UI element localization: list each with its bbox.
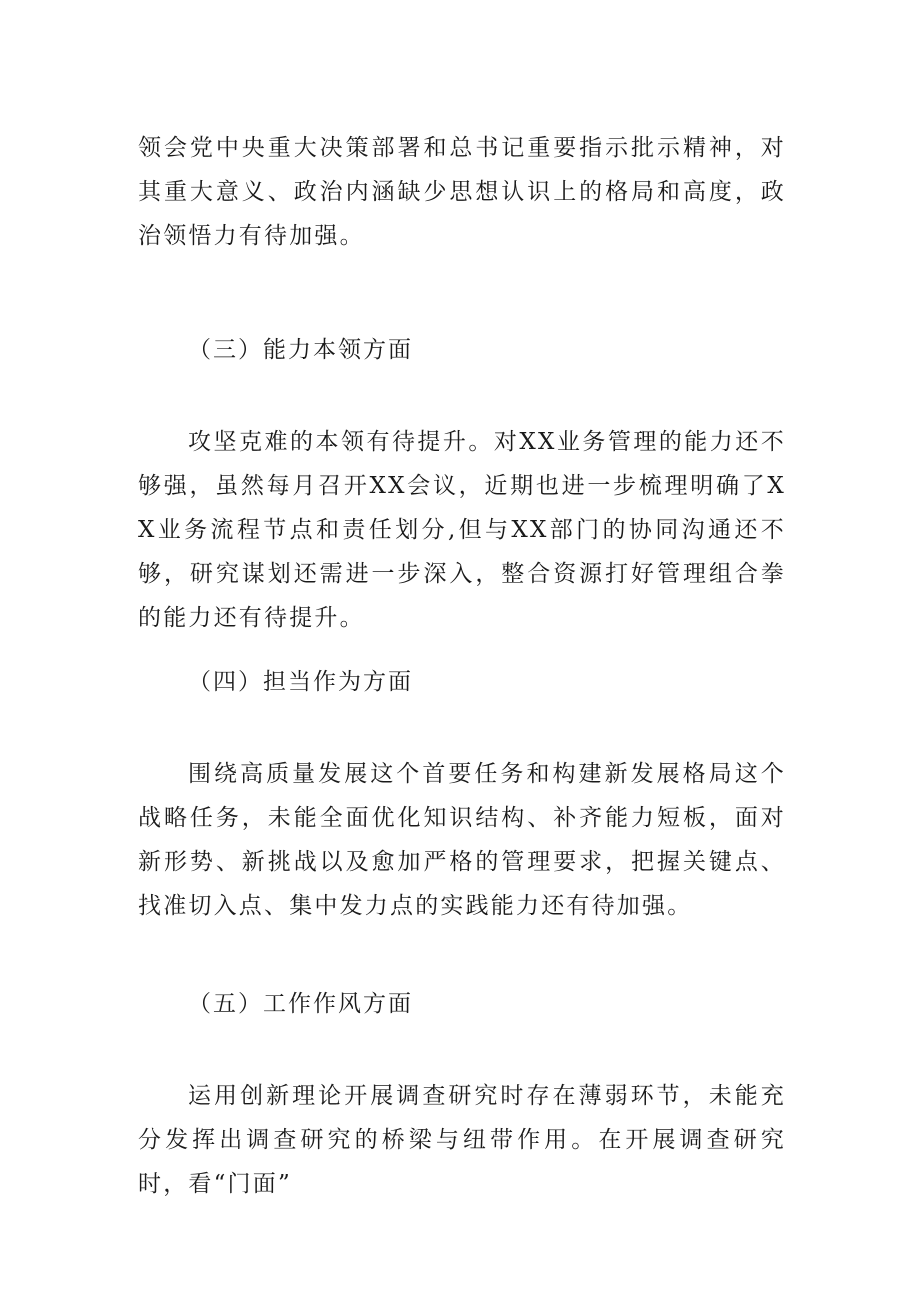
paragraph-ability: 攻坚克难的本领有待提升。对XX业务管理的能力还不够强，虽然每月召开XX会议，近期也进一步梳理明确了XX业务流程节点和责任划分,但与XX部门的协同沟通还不够，研究谋划还需进一步深入，整合资源打好管理组合拳的能力还有待提升。 xyxy=(138,429,786,631)
paragraph-political-understanding: 领会党中央重大决策部署和总书记重要指示批示精神，对其重大意义、政治内涵缺少思想认识上的格局和高度，政治领悟力有待加强。 xyxy=(138,135,786,249)
paragraph-responsibility: 围绕高质量发展这个首要任务和构建新发展格局这个战略任务，未能全面优化知识结构、补齐能力短板，面对新形势、新挑战以及愈加严格的管理要求，把握关键点、找准切入点、集中发力点的实践能力还有待加强。 xyxy=(138,761,786,919)
section-heading-work-style: （五）工作作风方面 xyxy=(188,991,413,1017)
section-heading-responsibility: （四）担当作为方面 xyxy=(188,669,413,695)
paragraph-work-style: 运用创新理论开展调查研究时存在薄弱环节，未能充分发挥出调查研究的桥梁与纽带作用。在开展调查研究时，看“门面” xyxy=(138,1083,786,1197)
section-heading-ability: （三）能力本领方面 xyxy=(188,337,413,363)
